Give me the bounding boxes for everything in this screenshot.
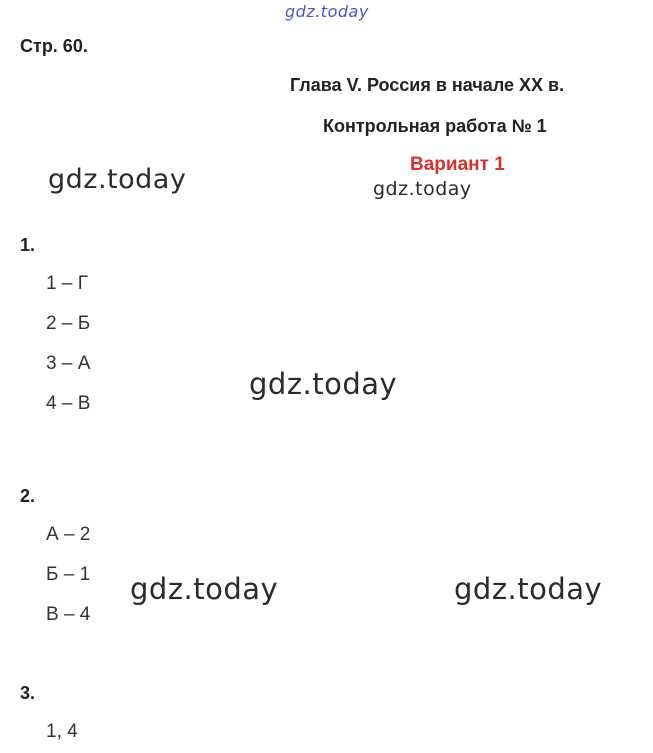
watermark: gdz.today [454,572,603,606]
watermark: gdz.today [130,572,279,606]
question-1-answer: 4 – В [46,393,91,414]
watermark: gdz.today [48,164,187,195]
question-3-answer: 1, 4 [46,721,78,742]
question-2-number: 2. [20,486,36,506]
watermark-top: gdz.today [285,2,369,21]
question-3-number: 3. [20,683,36,703]
question-2-answer: А – 2 [46,524,91,545]
page-reference: Стр. 60. [20,36,88,56]
question-1-answer: 1 – Г [46,273,88,294]
question-2-answer: В – 4 [46,604,91,625]
chapter-title: Глава V. Россия в начале XX в. [290,75,565,95]
question-2-answer: Б – 1 [46,564,91,585]
work-title: Контрольная работа № 1 [323,116,547,136]
question-1-answer: 3 – А [46,353,91,374]
watermark: gdz.today [373,178,472,200]
variant-label: Вариант 1 [410,154,505,175]
watermark: gdz.today [249,367,398,401]
question-1-number: 1. [20,235,36,255]
question-1-answer: 2 – Б [46,313,91,334]
